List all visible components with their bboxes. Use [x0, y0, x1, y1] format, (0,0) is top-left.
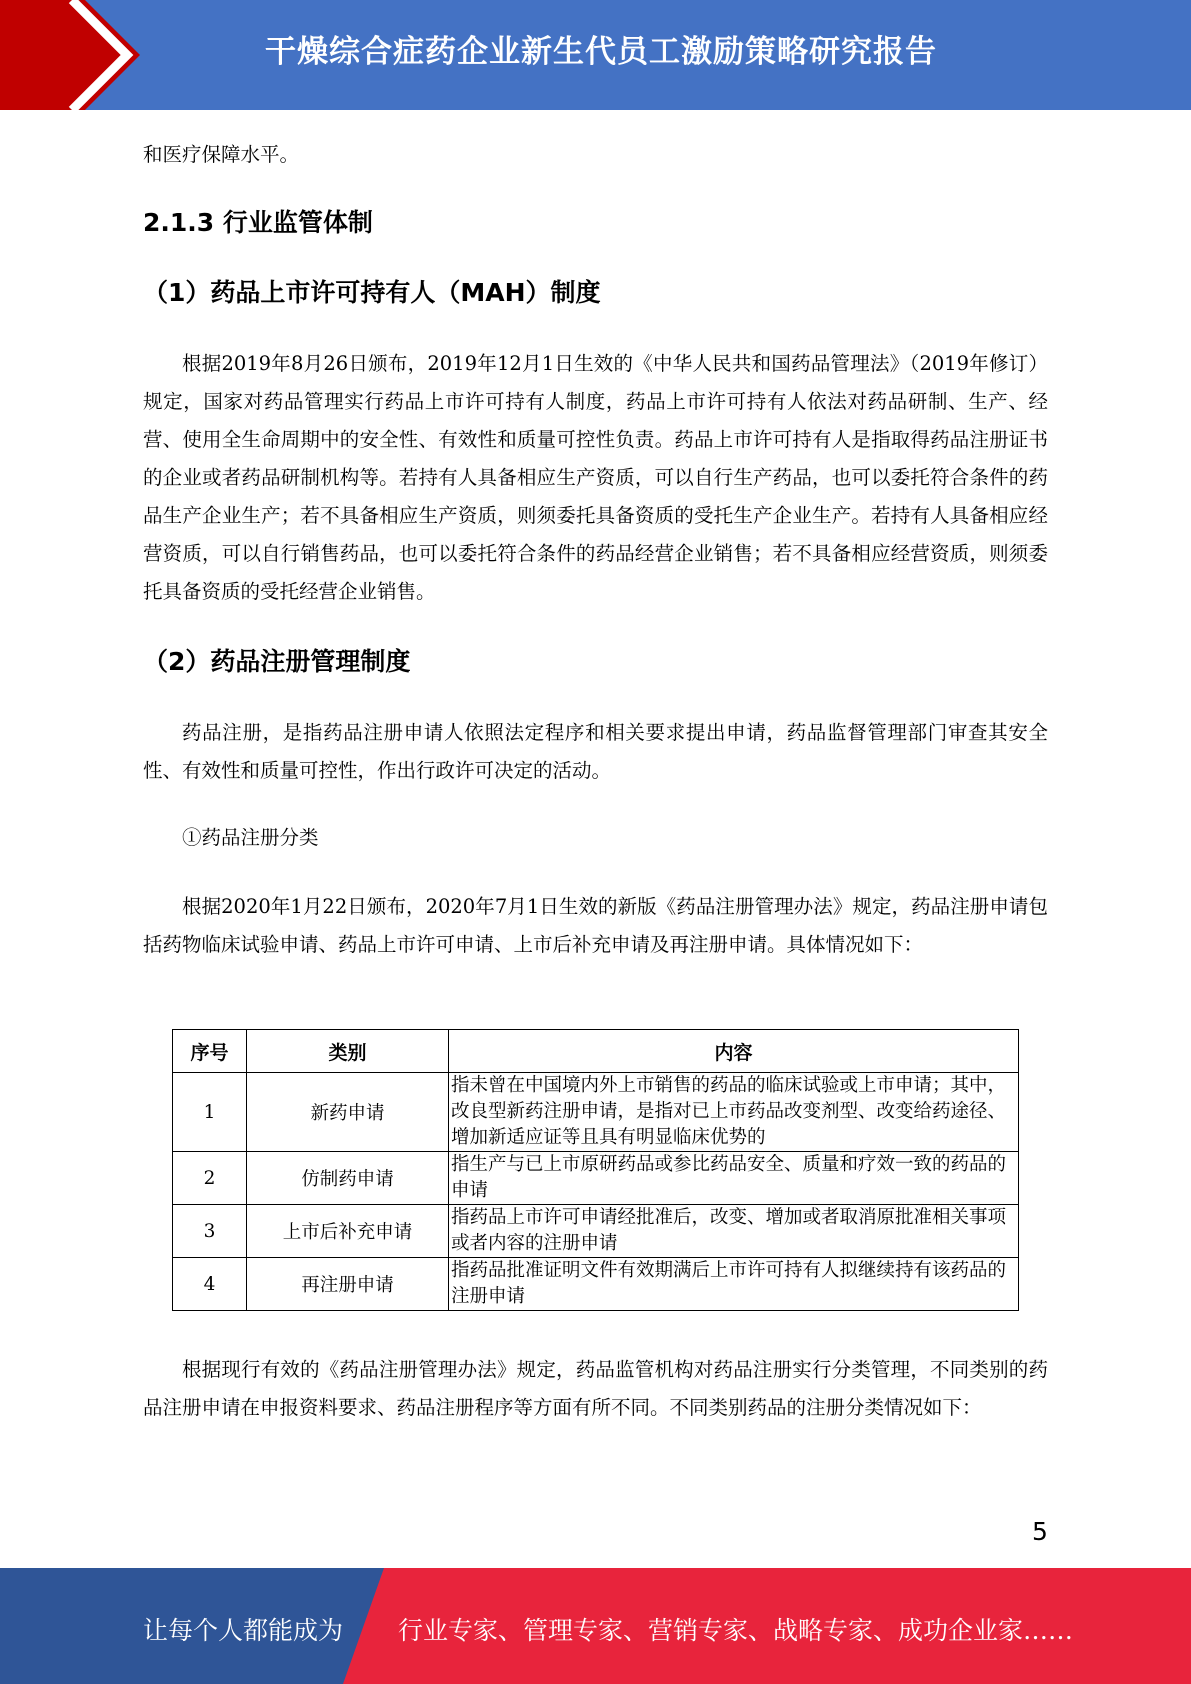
table-cell-content: 指未曾在中国境内外上市销售的药品的临床试验或上市申请；其中，改良型新药注册申请，是指对已上市药品改变剂型、改变给药途径、增加新适应证等且具有明显临床优势的: [449, 1073, 1019, 1152]
post-table-paragraph: 根据现行有效的《药品注册管理办法》规定，药品监管机构对药品注册实行分类管理，不同类别的药品注册申请在申报资料要求、药品注册程序等方面有所不同。不同类别药品的注册分类情况如下：: [143, 1358, 1048, 1419]
pre-table-paragraph: 根据2020年1月22日颁布，2020年7月1日生效的新版《药品注册管理办法》规定，药品注册申请包括药物临床试验申请、药品上市许可申请、上市后补充申请及再注册申请。具体情况如下：: [143, 895, 1048, 956]
item-label-registration-category: ①药品注册分类: [182, 826, 319, 849]
table-header-cell: 类别: [247, 1030, 449, 1073]
table-cell-index: 4: [173, 1258, 247, 1311]
footer-slogan-right: 行业专家、管理专家、营销专家、战略专家、成功企业家……: [398, 1616, 1074, 1645]
table-cell-content: 指生产与已上市原研药品或参比药品安全、质量和疗效一致的药品的申请: [449, 1152, 1019, 1205]
table-cell-index: 1: [173, 1073, 247, 1152]
table-cell-category: 新药申请: [247, 1073, 449, 1152]
table-row: [173, 1205, 1019, 1258]
table-row: [173, 1152, 1019, 1205]
intro-tail-text: 和医疗保障水平。: [143, 143, 300, 166]
page-number: 5: [1032, 1517, 1048, 1546]
table-header-row: [173, 1030, 1019, 1073]
registration-paragraph: 药品注册，是指药品注册申请人依照法定程序和相关要求提出申请，药品监督管理部门审查其安全性、有效性和质量可控性，作出行政许可决定的活动。: [143, 721, 1048, 782]
table-row: [173, 1258, 1019, 1311]
mah-paragraph: 根据2019年8月26日颁布，2019年12月1日生效的《中华人民共和国药品管理法》（2019年修订）规定，国家对药品管理实行药品上市许可持有人制度，药品上市许可持有人依法对药品研制、生产、经营、使用全生命周期中的安全性、有效性和质量可控性负责。药品上市许可持有人是指取得药品注册证书的企业或者药品研制机构等。若持有人具备相应生产资质，可以自行生产药品，也可以委托符合条件的药品生产企业生产；若不具备相应生产资质，则须委托具备资质的受托生产企业生产。若持有人具备相应经营资质，可以自行销售药品，也可以委托符合条件的药品经营企业销售；若不具备相应经营资质，则须委托具备资质的受托经营企业销售。: [143, 352, 1048, 603]
table-cell-index: 3: [173, 1205, 247, 1258]
table-cell-category: 再注册申请: [247, 1258, 449, 1311]
table-cell-content: 指药品批准证明文件有效期满后上市许可持有人拟继续持有该药品的注册申请: [449, 1258, 1019, 1311]
report-title: 干燥综合症药企业新生代员工激励策略研究报告: [265, 34, 937, 70]
table-cell-content: 指药品上市许可申请经批准后，改变、增加或者取消原批准相关事项或者内容的注册申请: [449, 1205, 1019, 1258]
subsection-heading-mah: （1）药品上市许可持有人（MAH）制度: [143, 278, 601, 307]
table-cell-category: 仿制药申请: [247, 1152, 449, 1205]
footer-slogan-left: 让每个人都能成为: [143, 1616, 344, 1645]
registration-table: [172, 1029, 1019, 1311]
subsection-heading-registration: （2）药品注册管理制度: [143, 647, 411, 676]
table-header-cell: 序号: [173, 1030, 247, 1073]
table-header-cell: 内容: [449, 1030, 1019, 1073]
header-red-chevron: [0, 0, 140, 110]
table-cell-category: 上市后补充申请: [247, 1205, 449, 1258]
table-row: [173, 1073, 1019, 1152]
table-cell-index: 2: [173, 1152, 247, 1205]
section-heading: 2.1.3 行业监管体制: [143, 208, 373, 237]
